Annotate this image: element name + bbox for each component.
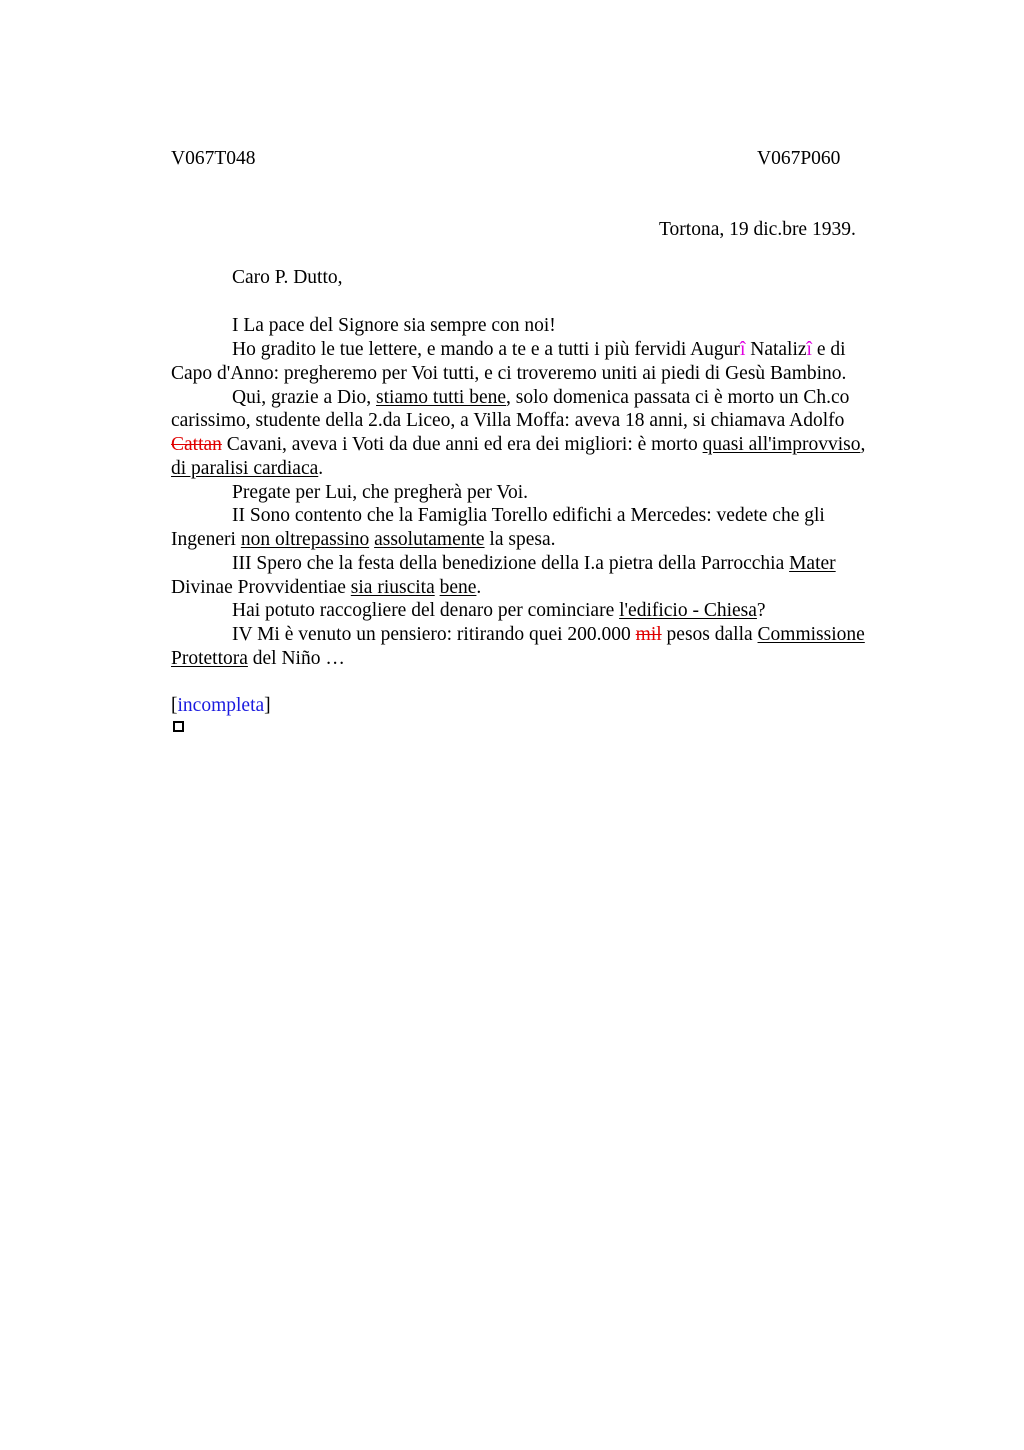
paragraph-1-line-1: I La pace del Signore sia sempre con noi! [232, 315, 556, 336]
paragraph-3-line-4: di paralisi cardiaca. [171, 458, 324, 479]
paragraph-8-line-1: IV Mi è venuto un pensiero: ritirando quei 200.000 mil pesos dalla Commissione [232, 624, 865, 645]
underlined-text: Mater [789, 553, 836, 574]
document-code-left: V067T048 [171, 148, 256, 169]
salutation: Caro P. Dutto, [232, 267, 343, 288]
paragraph-8-line-2: Protettora del Niño … [171, 648, 345, 669]
underlined-text: Protettora [171, 648, 248, 669]
square-icon [173, 721, 184, 732]
underlined-text: di paralisi cardiaca [171, 458, 319, 479]
dateline: Tortona, 19 dic.bre 1939. [659, 219, 856, 240]
paragraph-6-line-1: III Spero che la festa della benedizione della I.a pietra della Parrocchia Mater [232, 553, 836, 574]
paragraph-4-line-1: Pregate per Lui, che pregherà per Voi. [232, 482, 528, 503]
deleted-text: Cattan [171, 434, 222, 455]
underlined-text: assolutamente [374, 529, 485, 550]
underlined-text: Commissione [757, 624, 865, 645]
underlined-text: quasi all'improvviso [702, 434, 861, 455]
inserted-mark: î [739, 339, 746, 360]
inserted-mark: î [806, 339, 812, 360]
paragraph-5-line-2: Ingeneri non oltrepassino assolutamente la spesa. [171, 529, 556, 550]
paragraph-2-line-1: Ho gradito le tue lettere, e mando a te e a tutti i più fervidi Augurî Natalizî e di [232, 339, 846, 360]
paragraph-3-line-3: Cattan Cavani, aveva i Voti da due anni ed era dei migliori: è morto quasi all'improvviso, [171, 434, 866, 455]
paragraph-5-line-1: II Sono contento che la Famiglia Torello edifichi a Mercedes: vedete che gli [232, 505, 825, 526]
incomplete-note-text: incompleta [177, 695, 265, 716]
underlined-text: l'edificio - Chiesa [619, 600, 757, 621]
underlined-text: stiamo tutti bene [376, 387, 507, 408]
underlined-text: non oltrepassino [240, 529, 370, 550]
incomplete-note: [incompleta] [171, 695, 271, 716]
document-code-right: V067P060 [757, 148, 841, 169]
underlined-text: bene [439, 577, 477, 598]
paragraph-6-line-2: Divinae Provvidentiae sia riuscita bene. [171, 577, 482, 598]
deleted-text: mil [635, 624, 662, 645]
paragraph-3-line-1: Qui, grazie a Dio, stiamo tutti bene, solo domenica passata ci è morto un Ch.co [232, 387, 850, 408]
paragraph-2-line-2: Capo d'Anno: pregheremo per Voi tutti, e ci troveremo uniti ai piedi di Gesù Bambino. [171, 363, 847, 384]
underlined-text: sia riuscita [350, 577, 435, 598]
paragraph-7-line-1: Hai potuto raccogliere del denaro per cominciare l'edificio - Chiesa? [232, 600, 766, 621]
paragraph-3-line-2: carissimo, studente della 2.da Liceo, a Villa Moffa: aveva 18 anni, si chiamava Adolfo [171, 410, 845, 431]
